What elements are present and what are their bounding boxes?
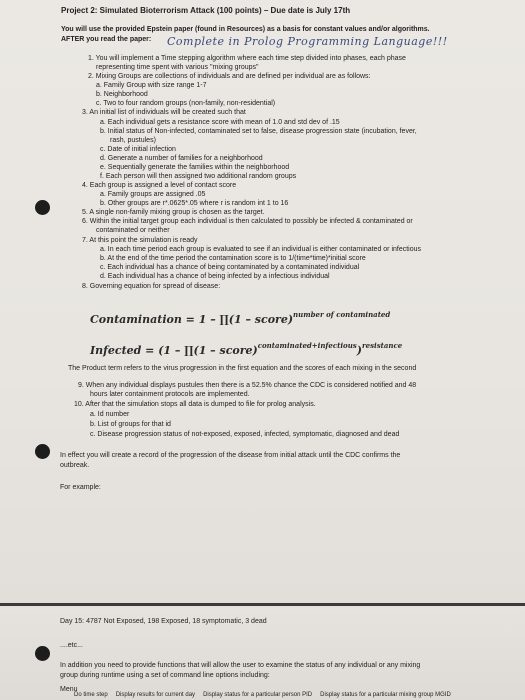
- list-item: e. Sequentially generate the families within the neighborhood: [100, 164, 290, 171]
- list-item: b. At the end of the time period the contamination score is to 1/(time*time)*initial score: [100, 255, 366, 262]
- list-item: 5. A single non-family mixing group is chosen as the target.: [82, 209, 265, 216]
- equation-exponent: number of contaminated: [293, 310, 391, 319]
- list-item: c. Disease progression status of not-exposed, exposed, infected, symptomatic, diagnosed and dead: [90, 431, 400, 438]
- intro-line: AFTER you read the paper:: [61, 36, 152, 43]
- binder-hole: [35, 444, 50, 459]
- list-item: a. Family groups are assigned .05: [100, 191, 206, 198]
- paragraph: group during runtime using a set of command line options including:: [60, 672, 270, 679]
- menu-heading: Menu: [60, 686, 78, 693]
- list-item: c. Date of initial infection: [100, 146, 176, 153]
- paragraph: outbreak.: [60, 462, 90, 469]
- list-item: 8. Governing equation for spread of disease:: [82, 283, 221, 290]
- menu-item: Display results for current day: [115, 692, 196, 698]
- list-item: a. Id number: [90, 411, 130, 418]
- list-item: 2. Mixing Groups are collections of individuals and are defined per individual are as follows:: [88, 73, 371, 80]
- paragraph: In addition you need to provide functions that will allow the user to examine the status of any individual or any mixing: [60, 662, 421, 669]
- paragraph: The Product term refers to the virus progression in the first equation and the scores of each mixing in the second: [68, 365, 417, 372]
- page-title: Project 2: Simulated Bioterrorism Attack (100 points) – Due date is July 17th: [61, 6, 351, 15]
- list-item: c. Two to four random groups (non-family, non-residential): [96, 100, 276, 107]
- list-item: 10. After that the simulation stops all data is dumped to file for prolog analysis.: [74, 401, 316, 408]
- intro-line: You will use the provided Epstein paper (found in Resources) as a basis for constant values and/or algorithms.: [61, 26, 430, 33]
- equation-lhs: Contamination = 1 – ∏(1 – score): [90, 313, 294, 326]
- paragraph: ....etc...: [60, 642, 83, 649]
- list-item: b. Neighborhood: [96, 91, 148, 98]
- paragraph: In effect you will create a record of the progression of the disease from initial attack until the CDC confirms the: [60, 452, 401, 459]
- binder-hole: [35, 200, 50, 215]
- list-item: 6. Within the initial target group each individual is then calculated to possibly be infected & contaminated or: [82, 218, 413, 225]
- list-item: 7. At this point the simulation is ready: [82, 237, 198, 244]
- equation-lhs: Infected = (1 – ∏(1 – score): [90, 344, 258, 357]
- page-2: [0, 606, 525, 700]
- equation-exponent: contaminated+infectious: [257, 341, 357, 350]
- list-item: a. Each individual gets a resistance score with mean of 1.0 and std dev of .15: [100, 119, 340, 126]
- paragraph: For example:: [60, 484, 101, 491]
- list-item: a. In each time period each group is evaluated to see if an individual is either contaminated or infectious: [100, 246, 422, 253]
- handwritten-note: Complete in Prolog Programming Language!!!: [167, 35, 448, 48]
- binder-hole: [35, 646, 50, 661]
- list-item: b. List of groups for that id: [90, 421, 171, 428]
- list-item: representing time spent with various "mixing groups": [96, 64, 259, 71]
- list-item: f. Each person will then assigned two additional random groups: [100, 173, 297, 180]
- list-item: c. Each individual has a chance of being contaminated by a contaminated individual: [100, 264, 360, 271]
- list-item: b. Other groups are r*.0625*.05 where r is random int 1 to 16: [100, 200, 289, 207]
- list-item: 4. Each group is assigned a level of contact score: [82, 182, 237, 189]
- infection-equation: [90, 342, 402, 356]
- menu-item: Display status for a particular person PID: [203, 692, 313, 698]
- equation-paren: ): [356, 344, 362, 357]
- list-item: hours later containment protocols are implemented.: [90, 391, 250, 398]
- list-item: a. Family Group with size range 1-7: [96, 82, 207, 89]
- list-item: 9. When any individual displays pustules then there is a 52.5% chance the CDC is considered notified and 48: [78, 382, 417, 389]
- example-output: Day 15: 4787 Not Exposed, 198 Exposed, 18 symptomatic, 3 dead: [60, 618, 267, 625]
- menu-item: Do time step: [74, 692, 108, 698]
- list-item: 1. You will implement a Time stepping algorithm where each time step divided into phases, each phase: [88, 55, 406, 62]
- menu-item: Display status for a particular mixing group MGID: [320, 692, 451, 698]
- list-item: rash, pustules): [110, 137, 156, 144]
- contamination-equation: [90, 311, 390, 325]
- list-item: d. Each individual has a chance of being infected by a infectious individual: [100, 273, 330, 280]
- list-item: 3. An initial list of individuals will be created such that: [82, 109, 246, 116]
- list-item: d. Generate a number of families for a neighborhood: [100, 155, 263, 162]
- equation-exponent: resistance: [361, 341, 403, 350]
- list-item: b. Initial status of Non-infected, contaminated set to false, disease progression state (incubation, fever,: [100, 128, 417, 135]
- list-item: contaminated or neither: [96, 227, 170, 234]
